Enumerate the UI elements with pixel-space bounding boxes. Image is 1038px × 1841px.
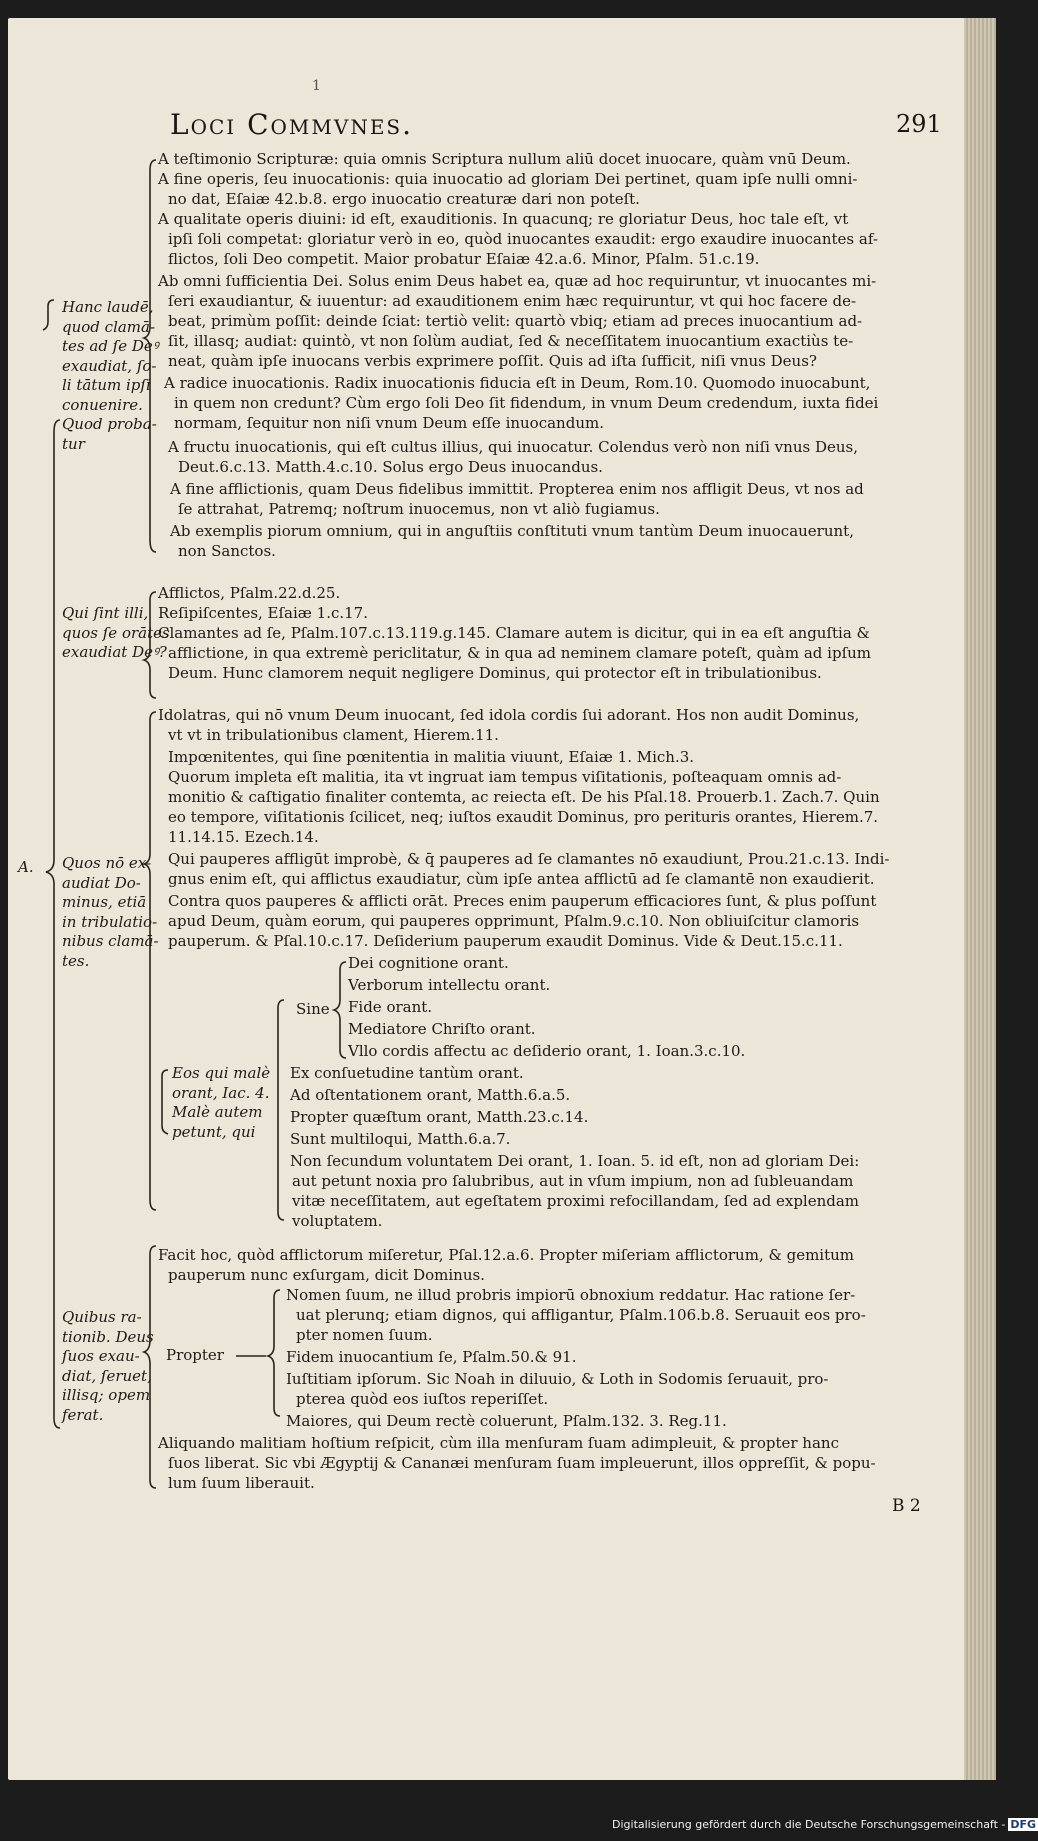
- text-line: ſe attrahat, Patremq; noſtrum inuocemus, non vt aliò fugiamus.: [178, 500, 660, 518]
- text-line: Qui pauperes affligūt improbè, & q̄ pauperes ad ſe clamantes nō exaudiunt, Prou.21.c.13. Indi-: [168, 850, 890, 868]
- brace-eos: [162, 1070, 168, 1134]
- text-line: ipſi ſoli competat: gloriatur verò in eo, quòd inuocantes exaudit: ergo exaudire inuocantes af-: [168, 230, 878, 248]
- text-line: A fructu inuocationis, qui eſt cultus illius, qui inuocatur. Colendus verò non niſi vnus Deus,: [168, 438, 858, 456]
- propter-item: pter nomen ſuum.: [296, 1326, 433, 1344]
- text-line: pauperum. & Pſal.10.c.17. Deſiderium pauperum exaudit Dominus. Vide & Deut.15.c.11.: [168, 932, 843, 950]
- header-ornament: 1: [312, 78, 321, 94]
- eos-item: Ex conſuetudine tantùm orant.: [290, 1064, 524, 1082]
- sine-item: Mediatore Chriſto orant.: [348, 1020, 536, 1038]
- signature-mark: B 2: [892, 1496, 921, 1516]
- text-line: pauperum nunc exſurgam, dicit Dominus.: [168, 1266, 485, 1284]
- text-line: Deum. Hunc clamorem nequit negligere Dominus, qui protector eſt in tribulationibus.: [168, 664, 822, 682]
- propter-label: Propter: [166, 1346, 224, 1364]
- propter-item: Maiores, qui Deum rectè coluerunt, Pſalm.132. 3. Reg.11.: [286, 1412, 727, 1430]
- eos-item: vitæ neceſſitatem, aut egeſtatem proximi refocillandam, ſed ad explendam: [292, 1192, 860, 1210]
- text-line: ſuos liberat. Sic vbi Ægyptij & Cananæi menſuram ſuam impleuerunt, illos oppreſſit, & popu-: [168, 1454, 876, 1472]
- text-line: Deut.6.c.13. Matth.4.c.10. Solus ergo Deus inuocandus.: [178, 458, 603, 476]
- brace-sine: [334, 962, 346, 1058]
- text-line: A teſtimonio Scripturæ: quia omnis Scriptura nullum aliū docet inuocare, quàm vnū Deum.: [158, 150, 851, 168]
- text-line: Afflictos, Pſalm.22.d.25.: [158, 584, 341, 602]
- footer-credit: [612, 1818, 1038, 1831]
- text-line: Contra quos pauperes & afflicti orāt. Preces enim pauperum efficaciores ſunt, & plus poſſunt: [168, 892, 877, 910]
- eos-item: Propter quæſtum orant, Matth.23.c.14.: [290, 1108, 589, 1126]
- propter-item: Iuſtitiam ipſorum. Sic Noah in diluuio, & Loth in Sodomis ſeruauit, pro-: [286, 1370, 829, 1388]
- text-line: Reſipiſcentes, Eſaiæ 1.c.17.: [158, 604, 368, 622]
- brace-propter: [268, 1290, 280, 1416]
- text-line: afflictione, in qua extremè periclitatur, & in qua ad neminem clamare poteſt, quàm ad ipſum: [168, 644, 872, 662]
- text-line: A radice inuocationis. Radix inuocationis fiducia eſt in Deum, Rom.10. Quomodo inuocabunt,: [164, 374, 871, 392]
- text-line: ſit, illasq; audiat: quintò, vt non ſolùm audiat, ſed & neceſſitatem inuocantium exactiùs te-: [168, 332, 854, 350]
- text-line: ſeri exaudiantur, & iuuentur: ad exauditionem enim hæc requiruntur, vt qui hoc facere de-: [168, 292, 857, 310]
- text-line: Ab exemplis piorum omnium, qui in anguſtiis conſtituti vnum tantùm Deum inuocauerunt,: [170, 522, 854, 540]
- s1-margin-note: Hanc laudē, quod clamā- tes ad ſe Deꝰ exaudiat, ſo- li tātum ipſi conuenire. Quod proba- tur: [62, 298, 159, 453]
- text-line: Impœnitentes, qui ſine pœnitentia in malitia viuunt, Eſaiæ 1. Mich.3.: [168, 748, 695, 766]
- text-line: in quem non credunt? Cùm ergo ſoli Deo ſit fidendum, in vnum Deum credendum, iuxta fidei: [174, 394, 879, 412]
- text-line: gnus enim eſt, qui afflictus exaudiatur, cùm ipſe antea afflictū ad ſe clamantē non exaudierit.: [168, 870, 875, 888]
- propter-item: pterea quòd eos iuſtos reperiſſet.: [296, 1390, 549, 1408]
- sine-item: Vllo cordis affectu ac deſiderio orant, 1. Ioan.3.c.10.: [348, 1042, 746, 1060]
- sine-item: Dei cognitione orant.: [348, 954, 509, 972]
- text-line: Facit hoc, quòd afflictorum miſeretur, Pſal.12.a.6. Propter miſeriam afflictorum, & gemitum: [158, 1246, 855, 1264]
- text-line: Aliquando malitiam hoſtium reſpicit, cùm illa menſuram ſuam adimpleuit, & propter hanc: [158, 1434, 839, 1452]
- propter-item: uat plerunq; etiam dignos, qui affligantur, Pſalm.106.b.8. Seruauit eos pro-: [296, 1306, 866, 1324]
- text-line: Clamantes ad ſe, Pſalm.107.c.13.119.g.145. Clamare autem is dicitur, qui in ea eſt anguſtia &: [158, 624, 870, 642]
- s4-margin-note: Quibus ra- tionib. Deus ſuos exau- diat, ſeruet, illisq; opem ferat.: [62, 1308, 154, 1424]
- text-line: Ab omni ſufficientia Dei. Solus enim Deus habet ea, quæ ad hoc requiruntur, vt inuocantes mi-: [158, 272, 877, 290]
- text-line: normam, ſequitur non niſi vnum Deum eſſe inuocandum.: [174, 414, 604, 432]
- running-header: Loci Commvnes.: [170, 108, 414, 141]
- sine-label: Sine: [296, 1000, 330, 1018]
- dfg-logo: DFG: [1010, 1818, 1037, 1831]
- outer-margin-mark: A.: [18, 858, 34, 876]
- text-line: non Sanctos.: [178, 542, 276, 560]
- text-line: A qualitate operis diuini: id eſt, exauditionis. In quacunq; re gloriatur Deus, hoc tale eſt, vt: [158, 210, 849, 228]
- eos-item: Sunt multiloqui, Matth.6.a.7.: [290, 1130, 511, 1148]
- page-number: 291: [896, 110, 942, 138]
- propter-item: Nomen ſuum, ne illud probris impiorū obnoxium reddatur. Hac ratione ſer-: [286, 1286, 856, 1304]
- text-line: monitio & caſtigatio finaliter contemta, ac reiecta eſt. De his Pſal.18. Prouerb.1. Zach.7. Quin: [168, 788, 880, 806]
- eos-item: Non ſecundum voluntatem Dei orant, 1. Ioan. 5. id eſt, non ad gloriam Dei:: [290, 1152, 860, 1170]
- eos-item: Ad oſtentationem orant, Matth.6.a.5.: [290, 1086, 571, 1104]
- footer-text: Digitalisierung gefördert durch die Deutsche Forschungsgemeinschaft -: [612, 1818, 1006, 1831]
- eos-label: Eos qui malè orant, Iac. 4. Malè autem petunt, qui: [172, 1064, 271, 1141]
- brace-eos-list: [278, 1000, 284, 1220]
- text-line: flictos, ſoli Deo competit. Maior probatur Eſaiæ 42.a.6. Minor, Pſalm. 51.c.19.: [168, 250, 760, 268]
- text-line: lum ſuum liberauit.: [168, 1474, 315, 1492]
- text-line: vt vt in tribulationibus clament, Hierem.11.: [168, 726, 499, 744]
- text-line: Idolatras, qui nō vnum Deum inuocant, ſed idola cordis ſui adorant. Hos non audit Dominus,: [158, 706, 860, 724]
- sine-item: Fide orant.: [348, 998, 433, 1016]
- text-line: neat, quàm ipſe inuocans verbis exprimere poſſit. Quis ad iſta ſufficit, niſi vnus Deus?: [168, 352, 817, 370]
- text-line: A fine operis, ſeu inuocationis: quia inuocatio ad gloriam Dei pertinet, quam ipſe nulli omni-: [158, 170, 858, 188]
- sine-item: Verborum intellectu orant.: [348, 976, 551, 994]
- propter-item: Fidem inuocantium ſe, Pſalm.50.& 91.: [286, 1348, 577, 1366]
- s3-margin-note: Quos nō ex- audiat Do- minus, etiā in tribulatio- nibus clamā- tes.: [62, 854, 159, 970]
- s2-margin-note: Qui ſint illi, quos ſe orātes exaudiat Deꝰ?: [62, 604, 170, 661]
- text-line: Quorum impleta eſt malitia, ita vt ingruat iam tempus viſitationis, poſteaquam omnis ad-: [168, 768, 842, 786]
- text-line: apud Deum, quàm eorum, qui pauperes opprimunt, Pſalm.9.c.10. Non obliuiſcitur clamoris: [168, 912, 860, 930]
- text-line: A fine afflictionis, quam Deus fidelibus immittit. Propterea enim nos affligit Deus, vt nos ad: [170, 480, 864, 498]
- text-line: eo tempore, viſitationis ſcilicet, neq; iuſtos exaudit Dominus, pro perituris orantes, Hierem.7.: [168, 808, 879, 826]
- text-line: beat, primùm poſſit: deinde ſciat: tertiò velit: quartò vbiq; etiam ad preces inuocantium ad-: [168, 312, 863, 330]
- brace-s1-margin: [43, 300, 54, 330]
- eos-item: voluptatem.: [292, 1212, 383, 1230]
- text-line: 11.14.15. Ezech.14.: [168, 828, 319, 846]
- eos-item: aut petunt noxia pro ſalubribus, aut in vſum impium, non ad ſubleuandam: [292, 1172, 854, 1190]
- text-line: no dat, Eſaiæ 42.b.8. ergo inuocatio creaturæ dari non poteſt.: [168, 190, 640, 208]
- brace-outer-main: [46, 420, 60, 1428]
